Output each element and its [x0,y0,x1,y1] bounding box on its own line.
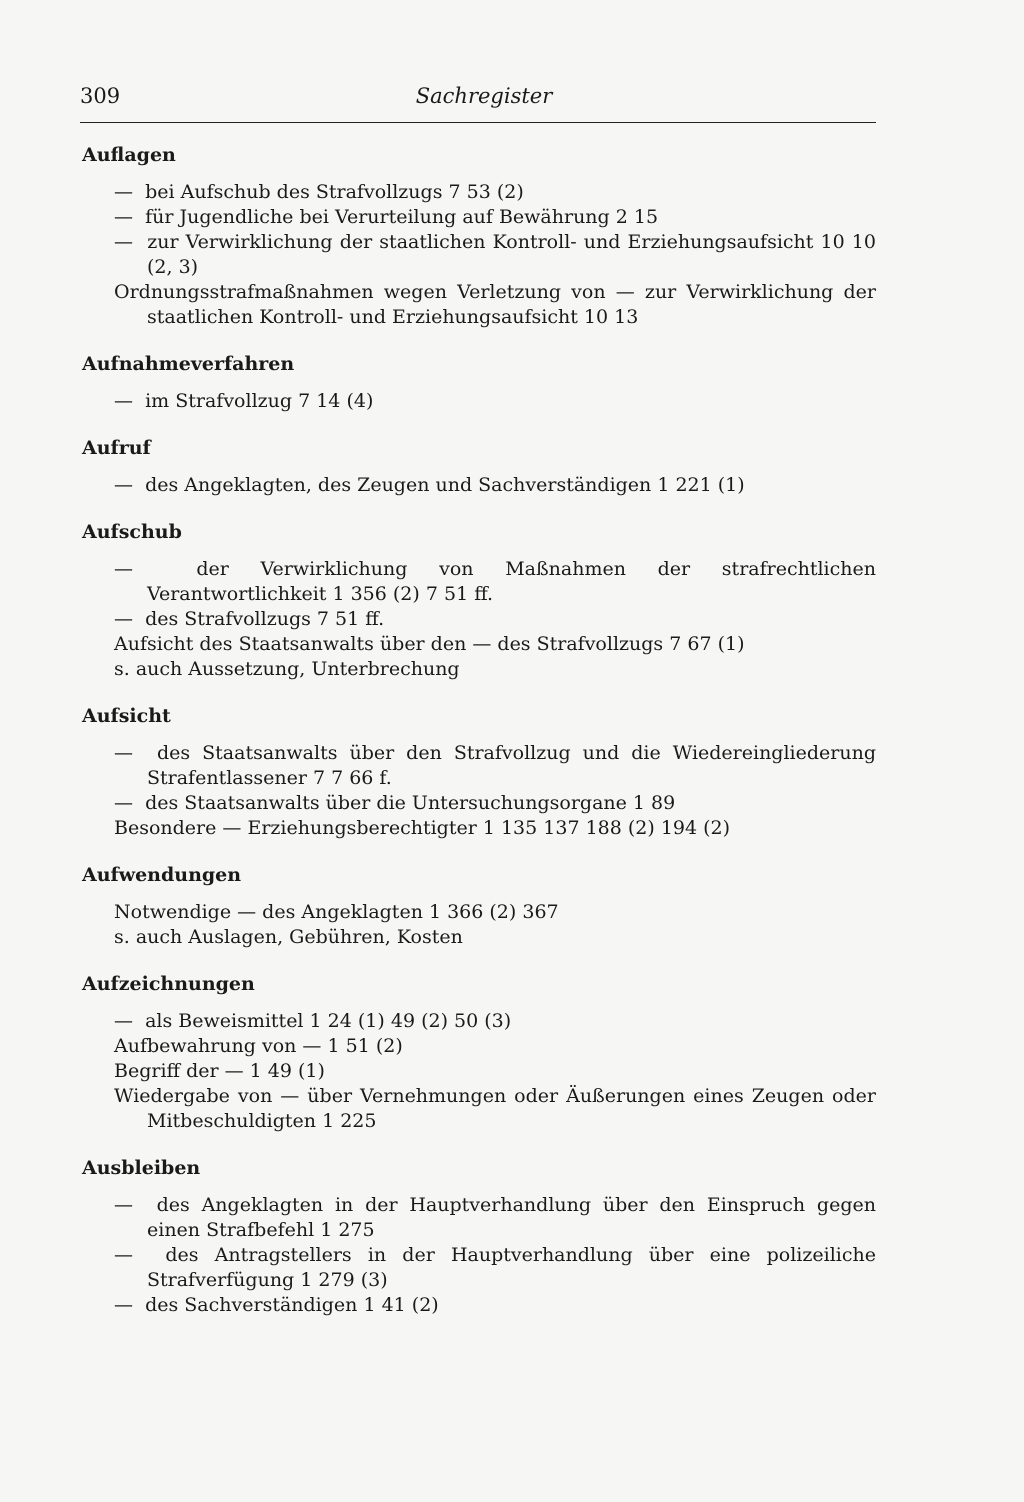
index-content [82,140,876,1318]
index-entry: — des Staatsanwalts über den Strafvollzug und die Wiedereingliederung Strafentlassener 7 7 66 f. [82,741,876,791]
index-section [82,1156,876,1318]
index-entry: s. auch Aussetzung, Unterbrechung [114,658,460,680]
index-section [82,352,876,414]
page-number: 309 [80,84,121,108]
index-entry: — zur Verwirklichung der staatlichen Kontroll- und Erziehungsaufsicht 10 10 (2, 3) [82,230,876,280]
index-heading: Aufsicht [82,705,171,727]
page-header [80,82,876,123]
index-entry: s. auch Auslagen, Gebühren, Kosten [114,926,463,948]
index-section [82,972,876,1134]
index-entry: — des Angeklagten, des Zeugen und Sachverständigen 1 221 (1) [82,473,876,498]
index-entry: — des Staatsanwalts über die Untersuchungsorgane 1 89 [82,791,876,816]
index-entry: — des Strafvollzugs 7 51 ff. [82,607,876,632]
index-entry: — im Strafvollzug 7 14 (4) [82,389,876,414]
index-section [82,863,876,950]
index-entry: Wiedergabe von — über Vernehmungen oder Äußerungen eines Zeugen oder Mitbeschuldigten 1 225 [114,1085,876,1132]
index-entry: Notwendige — des Angeklagten 1 366 (2) 367 [114,901,559,923]
index-heading: Aufnahmeverfahren [82,353,295,375]
index-entry: Aufsicht des Staatsanwalts über den — des Strafvollzugs 7 67 (1) [114,633,745,655]
index-entry: — als Beweismittel 1 24 (1) 49 (2) 50 (3) [82,1009,876,1034]
index-heading: Aufschub [82,521,182,543]
index-entry: — des Antragstellers in der Hauptverhandlung über eine polizeiliche Strafverfügung 1 279 (3) [82,1243,876,1293]
index-heading: Aufzeichnungen [82,973,255,995]
index-section [82,143,876,330]
index-entry: Ordnungsstrafmaßnahmen wegen Verletzung von — zur Verwirklichung der staatlichen Kontroll- und Erziehungsaufsicht 10 13 [114,281,876,328]
index-section [82,520,876,682]
index-entry: — der Verwirklichung von Maßnahmen der strafrechtlichen Verantwortlichkeit 1 356 (2) 7 51 ff. [82,557,876,607]
index-section [82,436,876,498]
index-entry: Begriff der — 1 49 (1) [114,1060,325,1082]
index-section [82,704,876,841]
index-entry: — bei Aufschub des Strafvollzugs 7 53 (2) [82,180,876,205]
index-heading: Ausbleiben [82,1157,201,1179]
running-title: Sachregister [415,84,553,108]
index-heading: Auflagen [82,144,176,166]
index-entry: — des Sachverständigen 1 41 (2) [82,1293,876,1318]
index-entry: — des Angeklagten in der Hauptverhandlung über den Einspruch gegen einen Strafbefehl 1 275 [82,1193,876,1243]
index-heading: Aufwendungen [82,864,242,886]
index-entry: Aufbewahrung von — 1 51 (2) [114,1035,403,1057]
index-entry: Besondere — Erziehungsberechtigter 1 135 137 188 (2) 194 (2) [114,817,731,839]
index-heading: Aufruf [82,437,151,459]
index-entry: — für Jugendliche bei Verurteilung auf Bewährung 2 15 [82,205,876,230]
